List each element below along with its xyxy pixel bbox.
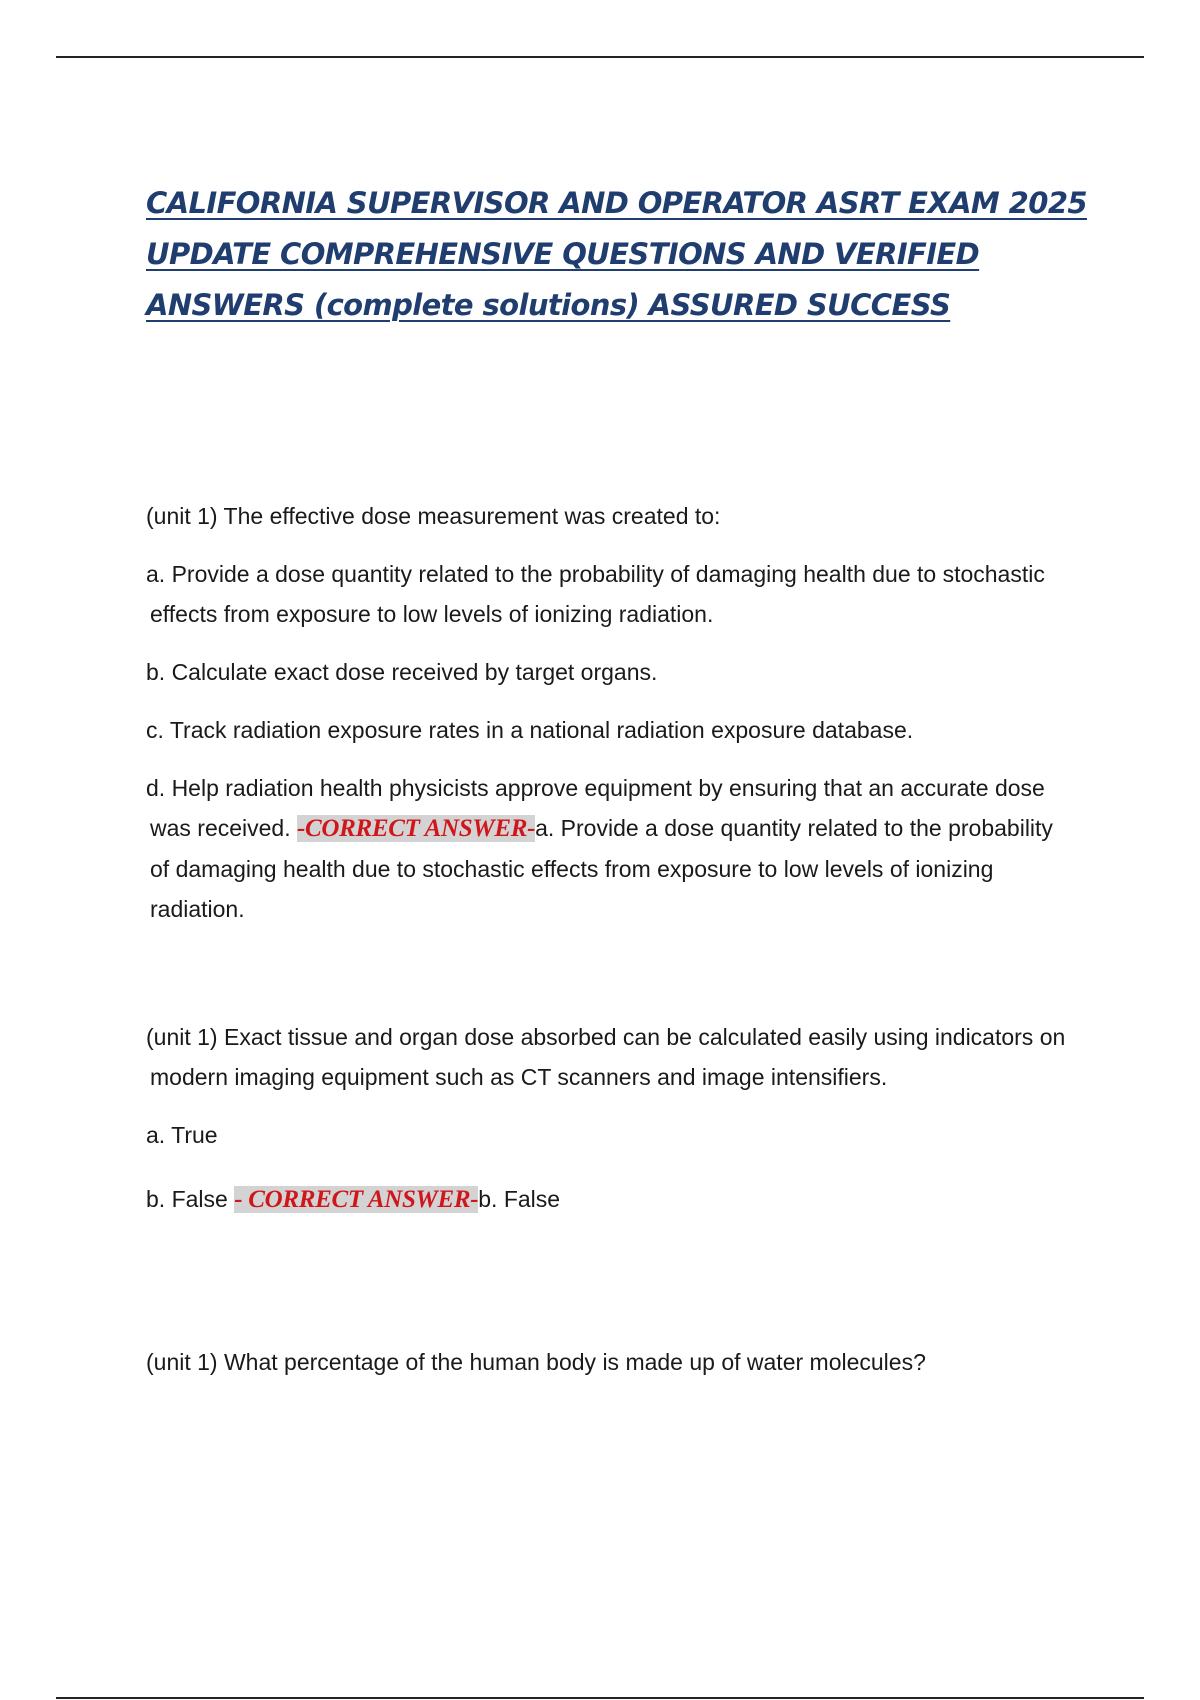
correct-answer-tag: -CORRECT ANSWER-	[297, 815, 536, 842]
question-1-option-d: d. Help radiation health physicists approve equipment by ensuring that an accurate dose was received.	[146, 775, 1045, 841]
question-1-option-c: c. Track radiation exposure rates in a national radiation exposure database.	[146, 717, 914, 743]
question-2-option-b: b. False	[146, 1186, 235, 1212]
question-1-option-a: a. Provide a dose quantity related to the probability of damaging health due to stochastic effects from exposure to low levels of ionizing radiation.	[146, 561, 1045, 627]
title-line-2: UPDATE COMPREHENSIVE QUESTIONS AND VERIFIED	[146, 237, 980, 271]
question-2-answer: b. False	[478, 1186, 561, 1212]
title-line-1: CALIFORNIA SUPERVISOR AND OPERATOR ASRT EXAM 2025	[146, 186, 1087, 220]
question-2-option-b-with-answer	[146, 1179, 1066, 1220]
document-title	[146, 178, 1087, 331]
question-1-prompt: (unit 1) The effective dose measurement was created to:	[146, 503, 721, 529]
question-3-prompt: (unit 1) What percentage of the human body is made up of water molecules?	[146, 1349, 926, 1375]
question-1	[146, 496, 1066, 929]
question-1-option-b: b. Calculate exact dose received by target organs.	[146, 659, 658, 685]
bottom-rule	[56, 1697, 1144, 1699]
correct-answer-tag: - CORRECT ANSWER-	[234, 1186, 479, 1213]
question-2-prompt: (unit 1) Exact tissue and organ dose absorbed can be calculated easily using indicators on modern imaging equipment such as CT scanners and image intensifiers.	[146, 1024, 1066, 1090]
question-2	[146, 1017, 1066, 1220]
top-rule	[56, 56, 1144, 58]
title-line-3: ANSWERS (complete solutions) ASSURED SUCCESS	[146, 288, 951, 322]
question-1-answer: a. Provide a dose quantity related to the probability of damaging health due to stochastic effects from exposure to low levels of ionizing radiation.	[150, 815, 1053, 922]
question-3	[146, 1342, 1066, 1382]
question-1-option-d-with-answer	[146, 768, 1066, 929]
question-2-option-a: a. True	[146, 1122, 218, 1148]
